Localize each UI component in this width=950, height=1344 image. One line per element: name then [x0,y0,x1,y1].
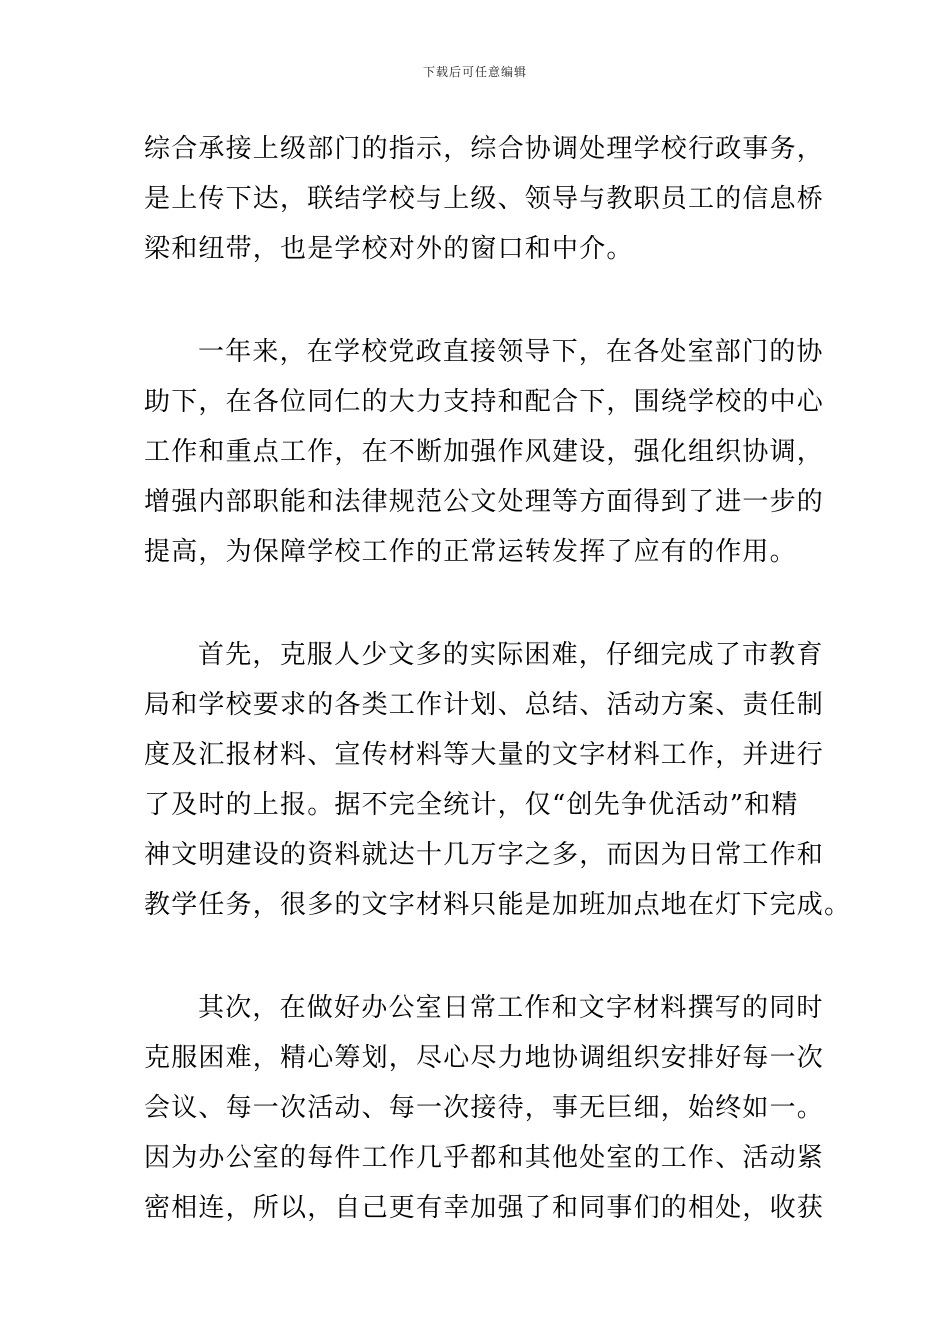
paragraph-gap [144,577,808,630]
text-line: 神文明建设的资料就达十几万字之多，而因为日常工作和 [144,840,825,870]
text-line: 密相连，所以，自己更有幸加强了和同事们的相处，收获 [144,1193,825,1223]
paragraph-gap [144,930,808,983]
text-line: 了及时的上报。据不完全统计，仅“创先争优活动”和精 [144,790,799,820]
text-line: 提高，为保障学校工作的正常运转发挥了应有的作用。 [144,537,797,567]
text-line: 局和学校要求的各类工作计划、总结、活动方案、责任制 [144,690,825,720]
paragraph [144,983,825,1233]
paragraph-gap [144,274,808,327]
text-line: 首先，克服人少文多的实际困难，仔细完成了市教育 [198,640,824,670]
text-line: 其次，在做好办公室日常工作和文字材料撰写的同时 [198,993,824,1023]
text-line: 是上传下达，联结学校与上级、领导与教职员工的信息桥 [144,184,825,214]
text-line: 梁和纽带，也是学校对外的窗口和中介。 [144,234,634,264]
text-line: 综合承接上级部门的指示，综合协调处理学校行政事务， [144,134,825,164]
text-line: 会议、每一次活动、每一次接待，事无巨细，始终如一。 [144,1093,825,1123]
text-line: 增强内部职能和法律规范公文处理等方面得到了进一步的 [144,487,825,517]
paragraph [144,327,825,577]
text-line: 一年来，在学校党政直接领导下，在各处室部门的协 [198,337,824,367]
text-line: 度及汇报材料、宣传材料等大量的文字材料工作，并进行 [144,740,825,770]
page-header: 下载后可任意编辑 [422,65,527,79]
text-line: 因为办公室的每件工作几乎都和其他处室的工作、活动紧 [144,1143,825,1173]
paragraph [144,630,852,930]
document-body [144,124,852,1233]
text-line: 工作和重点工作，在不断加强作风建设，强化组织协调， [144,437,825,467]
paragraph [144,124,825,274]
text-line: 克服困难，精心筹划，尽心尽力地协调组织安排好每一次 [144,1043,825,1073]
text-line: 助下，在各位同仁的大力支持和配合下，围绕学校的中心 [144,387,825,417]
text-line: 教学任务，很多的文字材料只能是加班加点地在灯下完成。 [144,890,852,920]
